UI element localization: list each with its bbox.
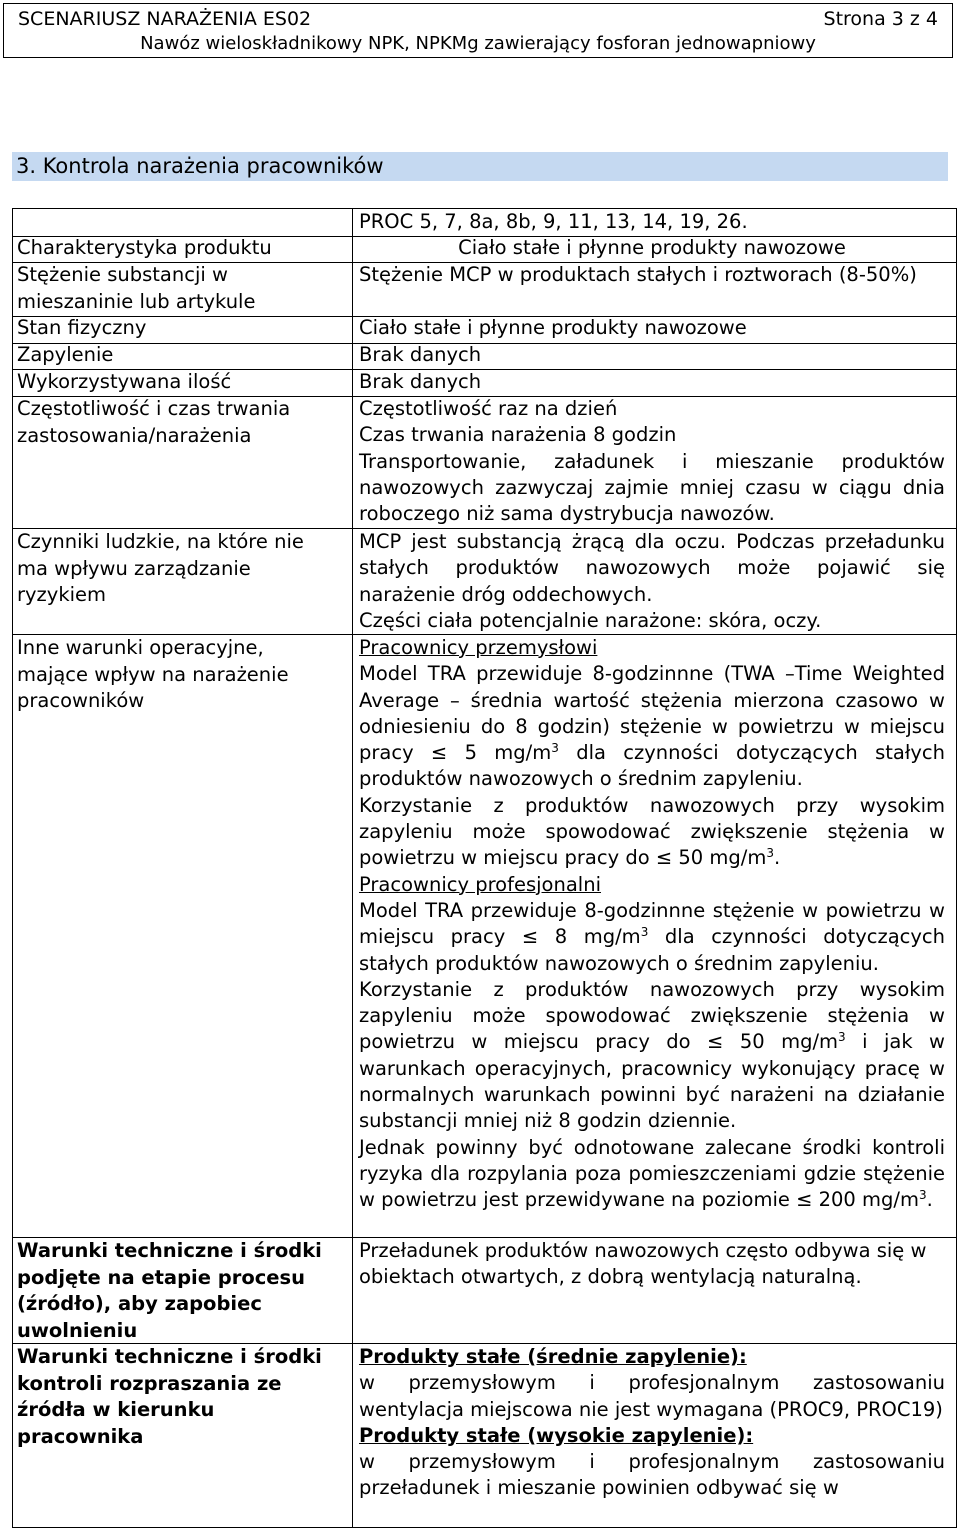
solid-high-text: w przemysłowym i profesjonalnym zastosowaniu przeładunek i mieszanie powinien odbywać się w xyxy=(359,1450,945,1500)
document-title: SCENARIUSZ NARAŻENIA ES02 xyxy=(18,8,312,30)
label-amount: Wykorzystywana ilość xyxy=(17,370,232,393)
frequency-line: Częstotliwość raz na dzień xyxy=(359,397,618,420)
value-human-factors xyxy=(359,529,945,634)
value-characteristic: Ciało stałe i płynne produkty nawozowe xyxy=(458,236,846,259)
professional-paragraph-2: Korzystanie z produktów nawozowych przy wysokim zapyleniu może spowodować zwiększenie stężenia w powietrzu w miejscu pracy do ≤ 50 $mg/m^3$ i jak w warunkach operacyjnych, pracownicy wykonujący pracę w normalnych warunkach powinni być narażeni na działanie substancji mniej niż 8 godzin dziennie. xyxy=(359,977,945,1133)
value-technical-source: Przeładunek produktów nawozowych często odbywa się w obiektach otwartych, z dobrą wentylacją naturalną. xyxy=(359,1239,927,1289)
value-other-conditions xyxy=(359,635,945,1214)
page-header xyxy=(3,3,953,58)
value-dustiness: Brak danych xyxy=(359,343,482,366)
professional-paragraph-1: Model TRA przewiduje 8-godzinnne stężenie w powietrzu w miejscu pracy ≤ 8 $mg/m^3$ dla czynności dotyczących stałych produktów nawozowych o średnim zapyleniu. xyxy=(359,898,945,975)
label-technical-source: Warunki techniczne i środki podjęte na etapie procesu (źródło), aby zapobiec uwolnieniu xyxy=(17,1239,322,1342)
industrial-paragraph-2: Korzystanie z produktów nawozowych przy wysokim zapyleniu może spowodować zwiększenie stężenia w powietrzu w miejscu pracy do ≤ 50 $mg/m^3$. xyxy=(359,793,945,870)
transport-note: Transportowanie, załadunek i mieszanie produktów nawozowych zazwyczaj zajmie mniej czasu w ciągu dnia roboczego niż sama dystrybucja nawozów. xyxy=(359,449,945,526)
label-dustiness: Zapylenie xyxy=(17,343,114,366)
industrial-paragraph-1: Model TRA przewiduje 8-godzinnne (TWA –Time Weighted Average – średnia wartość stężenia mierzona czasowo w odniesieniu do 8 godzin) stężenie w powietrzu w miejscu pracy ≤ 5 $mg/m^3$ dla czynności dotyczących stałych produktów nawozowych o średnim zapyleniu. xyxy=(359,662,946,791)
value-amount: Brak danych xyxy=(359,370,482,393)
page-number: Strona 3 z 4 xyxy=(823,8,938,30)
industrial-heading: Pracownicy przemysłowi xyxy=(359,636,598,659)
value-frequency xyxy=(359,396,945,527)
value-concentration: Stężenie MCP w produktach stałych i roztworach (8-50%) xyxy=(359,263,917,286)
label-other-conditions: Inne warunki operacyjne, mające wpływ na narażenie pracowników xyxy=(17,636,289,712)
proc-list: PROC 5, 7, 8a, 8b, 9, 11, 13, 14, 19, 26. xyxy=(359,210,748,233)
professional-heading: Pracownicy profesjonalni xyxy=(359,872,601,896)
document-subtitle: Nawóz wieloskładnikowy NPK, NPKMg zawierający fosforan jednowapniowy xyxy=(140,33,816,54)
solid-medium-heading: Produkty stałe (średnie zapylenie): xyxy=(359,1345,747,1368)
solid-high-heading: Produkty stałe (wysokie zapylenie): xyxy=(359,1423,754,1447)
column-divider xyxy=(352,208,353,1528)
label-characteristic: Charakterystyka produktu xyxy=(17,236,272,259)
section-heading: 3. Kontrola narażenia pracowników xyxy=(12,152,948,181)
value-physical-state: Ciało stałe i płynne produkty nawozowe xyxy=(359,316,747,339)
value-technical-dispersion xyxy=(359,1344,945,1502)
label-concentration: Stężenie substancji w mieszaninie lub artykule xyxy=(17,263,256,313)
label-frequency: Częstotliwość i czas trwania zastosowania/narażenia xyxy=(17,397,291,447)
solid-medium-text: w przemysłowym i profesjonalnym zastosowaniu wentylacja miejscowa nie jest wymagana (PROC9, PROC19) xyxy=(359,1371,945,1421)
label-technical-dispersion: Warunki techniczne i środki kontroli rozpraszania ze źródła w kierunku pracownika xyxy=(17,1345,322,1448)
label-human-factors: Czynniki ludzkie, na które nie ma wpływu zarządzanie ryzykiem xyxy=(17,530,304,606)
label-physical-state: Stan fizyczny xyxy=(17,316,147,339)
duration-line: Czas trwania narażenia 8 godzin xyxy=(359,423,677,447)
body-parts-note: Części ciała potencjalnie narażone: skóra, oczy. xyxy=(359,608,822,632)
corrosive-note: MCP jest substancją żrącą dla oczu. Podczas przeładunku stałych produktów nawozowych może pojawić się narażenie dróg oddechowych. xyxy=(359,530,945,606)
professional-paragraph-3: Jednak powinny być odnotowane zalecane środki kontroli ryzyka dla rozpylania poza pomieszczeniami gdzie stężenie w powietrzu jest przewidywane na poziomie ≤ 200 $mg/m^3$. xyxy=(359,1135,945,1212)
